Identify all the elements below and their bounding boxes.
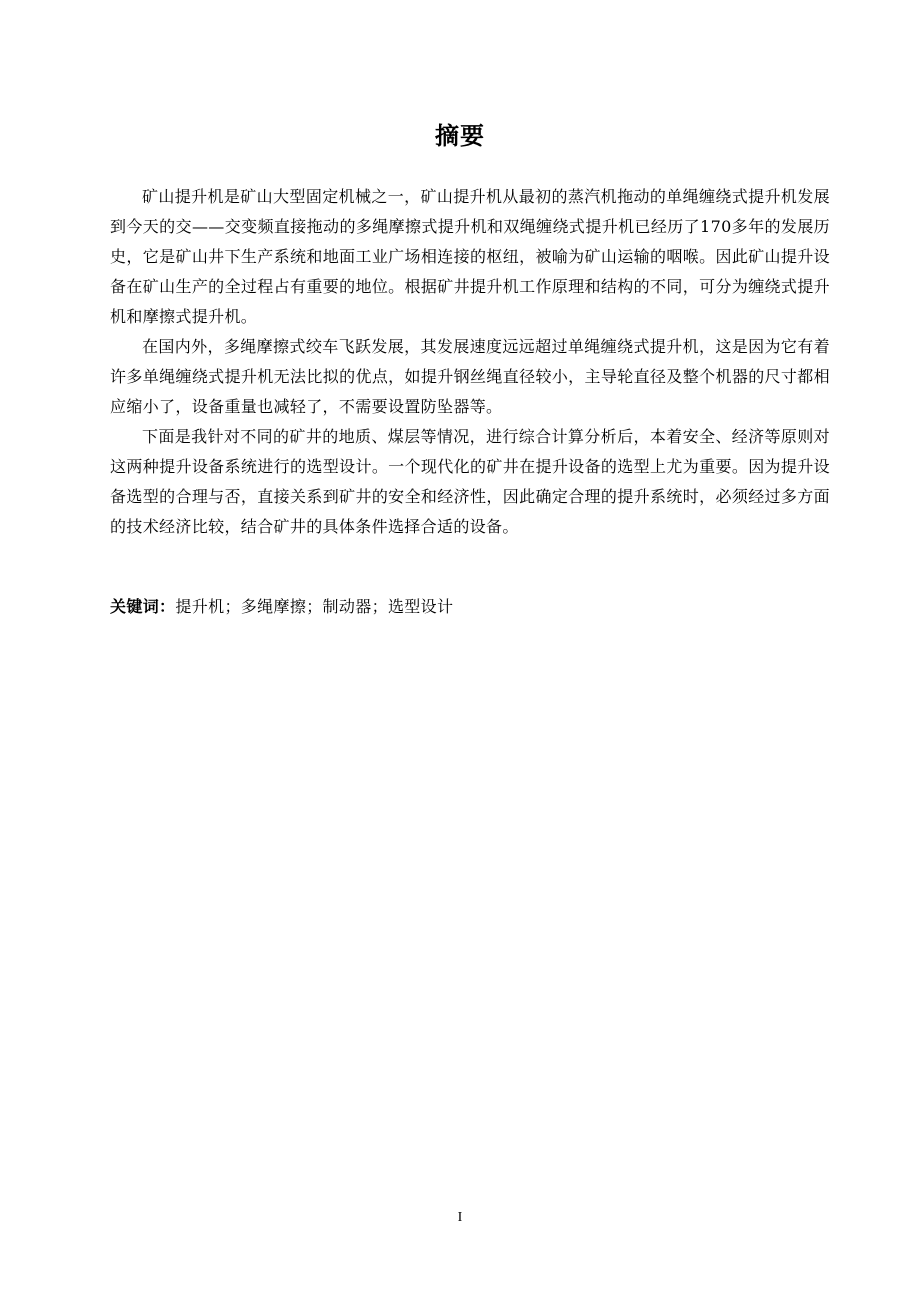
abstract-paragraph-2: 在国内外，多绳摩擦式绞车飞跃发展，其发展速度远远超过单绳缠绕式提升机，这是因为它有着许多单绳缠绕式提升机无法比拟的优点，如提升钢丝绳直径较小，主导轮直径及整个机器的尺寸都相应缩小了，设备重量也减轻了，不需要设置防坠器等。 <box>110 337 830 416</box>
keywords-line <box>110 592 830 622</box>
abstract-paragraph-1: 矿山提升机是矿山大型固定机械之一，矿山提升机从最初的蒸汽机拖动的单绳缠绕式提升机发展到今天的交——交变频直接拖动的多绳摩擦式提升机和双绳缠绕式提升机已经历了170多年的发展历史，它是矿山井下生产系统和地面工业广场相连接的枢纽，被喻为矿山运输的咽喉。因此矿山提升设备在矿山生产的全过程占有重要的地位。根据矿井提升机工作原理和结构的不同，可分为缠绕式提升机和摩擦式提升机。 <box>110 187 830 326</box>
abstract-paragraph-3: 下面是我针对不同的矿井的地质、煤层等情况，进行综合计算分析后，本着安全、经济等原则对这两种提升设备系统进行的选型设计。一个现代化的矿井在提升设备的选型上尤为重要。因为提升设备选型的合理与否，直接关系到矿井的安全和经济性，因此确定合理的提升系统时，必须经过多方面的技术经济比较，结合矿井的具体条件选择合适的设备。 <box>110 427 830 536</box>
abstract-body <box>110 182 830 542</box>
keywords-label: 关键词： <box>110 597 176 616</box>
page-number: I <box>457 1210 463 1225</box>
keywords-text: 提升机；多绳摩擦；制动器；选型设计 <box>175 597 454 616</box>
page-title: 摘要 <box>435 122 485 150</box>
